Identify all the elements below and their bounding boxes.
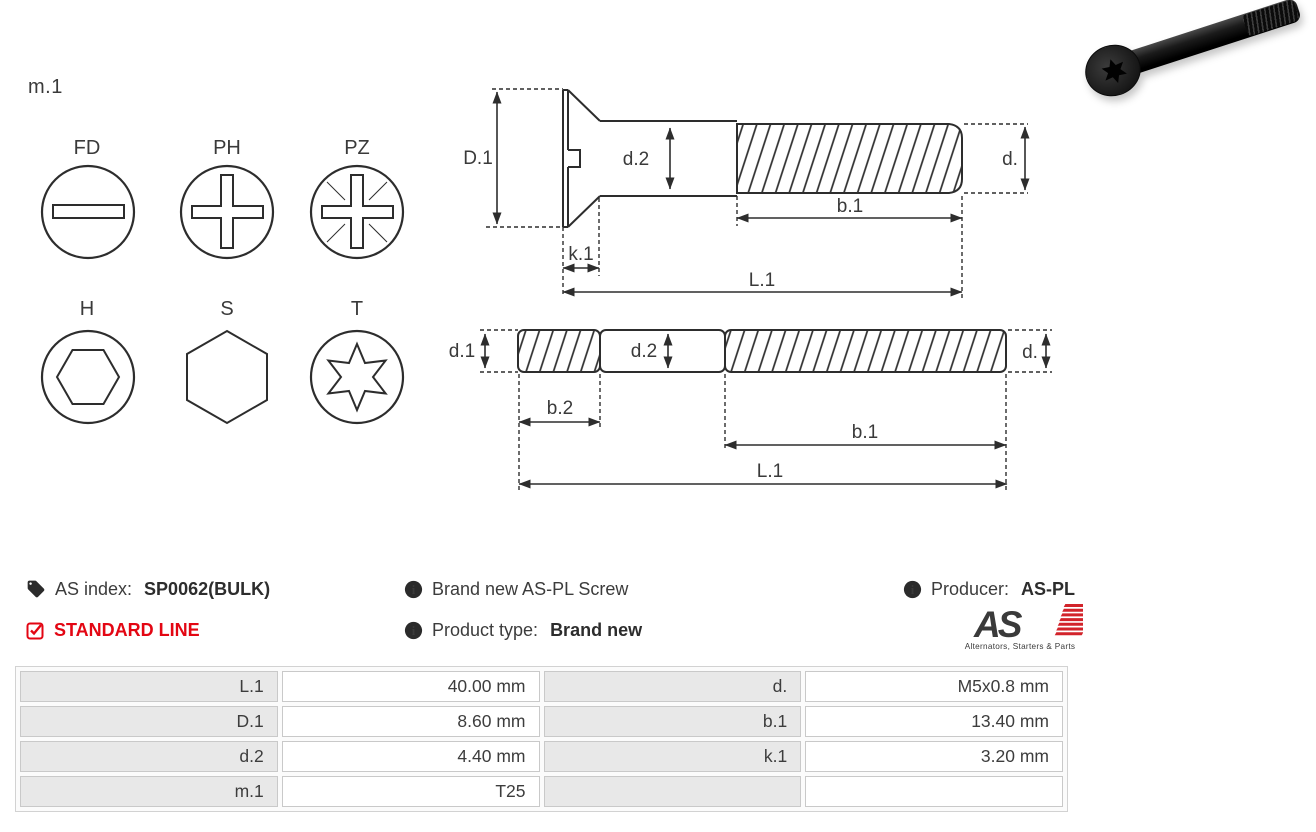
product-type-row: [404, 620, 642, 640]
drive-type-label-pz: PZ: [344, 137, 370, 159]
spec-value-cell: 3.20 mm: [805, 741, 1063, 772]
aspl-logo: [958, 599, 1083, 653]
spec-value-cell: 4.40 mm: [282, 741, 540, 772]
torx-star: [328, 344, 385, 410]
fd-circle: [42, 166, 134, 258]
standard-line-label: STANDARD LINE: [54, 619, 200, 640]
drive-type-symbol-ph: [181, 166, 273, 258]
dim-label-d-top: d.: [1002, 149, 1018, 170]
dim-label-L1-bottom: L.1: [756, 461, 784, 482]
h-hexagon: [57, 350, 119, 404]
standard-line-row: [26, 620, 200, 640]
spec-value-cell: T25: [282, 776, 540, 807]
aspl-logo-subtitle: Alternators, Starters & Parts: [964, 642, 1076, 651]
head-slot-notch: [568, 150, 580, 167]
drive-type-symbol-pz: [311, 166, 403, 258]
spec-label-cell: D.1: [20, 706, 278, 737]
info-icon: [404, 580, 423, 599]
dim-label-D1-top: D.1: [463, 148, 493, 169]
screw-outline: [563, 90, 737, 227]
pz-diagonal-ticks: [327, 182, 387, 242]
table-row: [20, 776, 1063, 807]
screw-thread: [1242, 0, 1300, 37]
dim-label-d-bottom: d.: [1022, 342, 1038, 363]
product-photo-screw: [1080, 0, 1316, 118]
drive-type-label-ph: PH: [213, 137, 241, 159]
svg-text:i: i: [411, 582, 416, 597]
stud-plain-middle: [600, 330, 725, 372]
dim-label-d1-bottom: d.1: [448, 341, 476, 362]
dim-label-b1-bottom: b.1: [851, 422, 879, 443]
dim-label-L1-top: L.1: [748, 270, 776, 291]
product-type-label: Product type:: [432, 619, 539, 640]
stud-right-thread: [725, 330, 1006, 372]
svg-text:i: i: [411, 623, 416, 638]
ph-cross: [192, 175, 263, 248]
table-row: [20, 671, 1063, 702]
dim-label-k1-top: k.1: [568, 244, 594, 265]
drive-type-label-t: T: [350, 298, 364, 320]
spec-value-cell: 8.60 mm: [282, 706, 540, 737]
spec-label-cell: b.1: [544, 706, 802, 737]
producer-label: Producer:: [931, 578, 1010, 599]
as-index-value: SP0062(BULK): [144, 578, 271, 599]
drive-type-label-h: H: [79, 298, 95, 320]
info-icon: [903, 580, 922, 599]
table-row: [20, 741, 1063, 772]
pz-circle: [311, 166, 403, 258]
drive-type-symbol-t: [311, 331, 403, 423]
drive-type-symbol-s: [187, 331, 267, 423]
description-row: [404, 579, 628, 599]
spec-label-cell: m.1: [20, 776, 278, 807]
spec-label-cell: k.1: [544, 741, 802, 772]
torx-recess-icon: [1098, 55, 1130, 87]
drive-type-label-fd: FD: [73, 137, 101, 159]
shank: [600, 121, 737, 196]
as-index-label: AS index:: [55, 578, 133, 599]
s-hexagon: [187, 331, 267, 423]
spec-label-cell: d.: [544, 671, 802, 702]
drive-types-panel: [0, 60, 450, 440]
drive-type-symbol-fd: [42, 166, 134, 258]
product-type-value: Brand new: [550, 619, 643, 640]
ph-circle: [181, 166, 273, 258]
spec-value-cell: M5x0.8 mm: [805, 671, 1063, 702]
dim-label-d2-bottom: d.2: [630, 341, 658, 362]
producer-value: AS-PL: [1021, 578, 1076, 599]
svg-text:i: i: [910, 582, 915, 597]
countersunk-screw-side-view: [463, 89, 1028, 298]
info-icon: [404, 621, 423, 640]
description-text: Brand new AS-PL Screw: [432, 578, 629, 599]
spec-value-cell: 40.00 mm: [282, 671, 540, 702]
tag-icon: [26, 579, 46, 599]
spec-label-cell: L.1: [20, 671, 278, 702]
table-row: [20, 706, 1063, 737]
spec-label-cell: [544, 776, 802, 807]
countersunk-cone: [568, 90, 600, 227]
spec-value-cell: [805, 776, 1063, 807]
dim-label-b1-top: b.1: [836, 196, 864, 217]
drive-type-label-s: S: [220, 298, 234, 320]
stud-left-thread: [518, 330, 600, 372]
threaded-section: [737, 124, 962, 193]
aspl-logo-text: AS: [974, 604, 1020, 645]
dim-label-d2-top: d.2: [622, 149, 650, 170]
checkbox-checked-icon: [26, 621, 45, 640]
spec-label-cell: d.2: [20, 741, 278, 772]
aspl-logo-stripes: [1049, 604, 1083, 635]
stud-side-view: [449, 330, 1052, 490]
fd-slot: [53, 205, 124, 218]
dimension-drawings: [440, 80, 1090, 510]
h-circle: [42, 331, 134, 423]
dim-label-b2-bottom: b.2: [546, 398, 574, 419]
drive-type-symbol-h: [42, 331, 134, 423]
m1-drive-size-label: m.1: [28, 76, 63, 98]
spec-table: [15, 666, 1068, 812]
producer-row: [903, 579, 1075, 599]
as-index-row: [26, 579, 270, 599]
spec-value-cell: 13.40 mm: [805, 706, 1063, 737]
